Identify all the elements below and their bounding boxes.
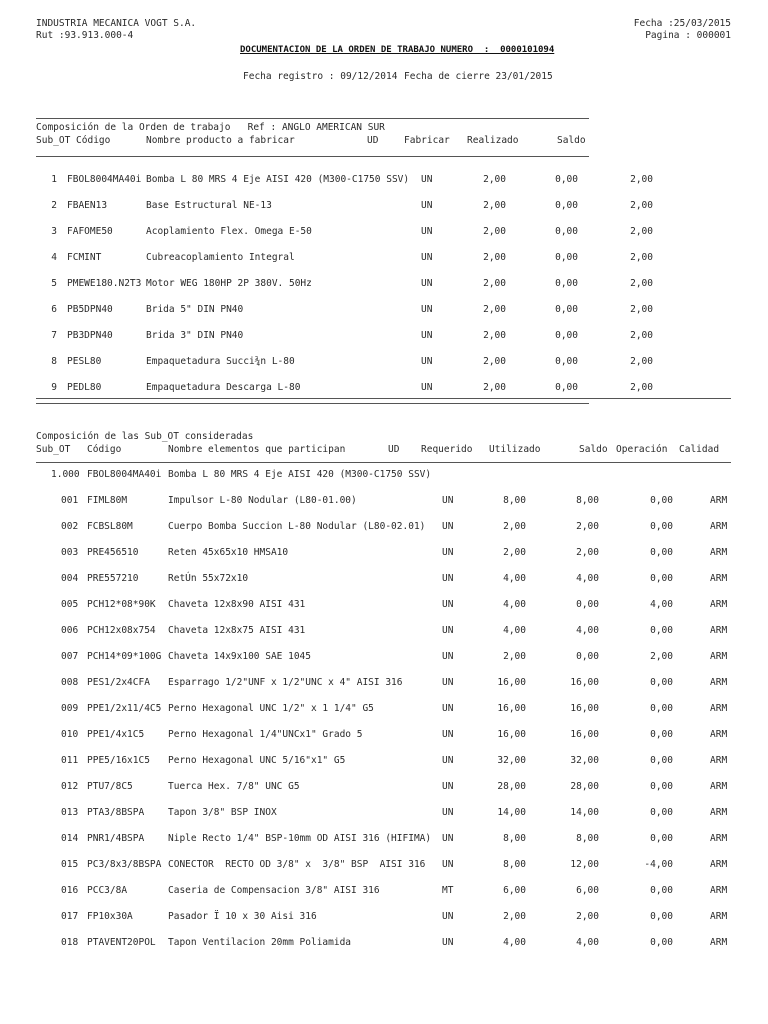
row-utilizado: 2,00 xyxy=(576,911,599,922)
row-codigo: FAFOME50 xyxy=(67,226,113,237)
col-nombre: Nombre producto a fabricar xyxy=(146,135,295,146)
row-codigo: PESL80 xyxy=(67,356,102,367)
row-codigo: PCC3/8A xyxy=(87,885,128,896)
row-subot: 004 xyxy=(61,573,79,584)
row-nombre: CONECTOR RECTO OD 3/8" x 3/8" BSP AISI 316 xyxy=(168,859,426,870)
col-saldo2: Saldo xyxy=(579,444,608,455)
row-subot: 006 xyxy=(61,625,79,636)
row-ud: UN xyxy=(442,781,454,792)
row-nombre: Acoplamiento Flex. Omega E-50 xyxy=(146,226,312,237)
row-utilizado: 2,00 xyxy=(576,547,599,558)
row-utilizado: 8,00 xyxy=(576,495,599,506)
row-subot: 002 xyxy=(61,521,79,532)
row-calidad: ARM xyxy=(710,781,728,792)
row-fabricar: 2,00 xyxy=(483,174,506,185)
row-subot: 008 xyxy=(61,677,79,688)
col-saldo: Saldo xyxy=(557,135,586,146)
row-calidad: ARM xyxy=(710,833,728,844)
row-nombre: RetÚn 55x72x10 xyxy=(168,573,249,584)
row-ud: UN xyxy=(442,495,454,506)
company-name: INDUSTRIA MECANICA VOGT S.A. xyxy=(36,18,197,29)
row-saldo: 2,00 xyxy=(650,651,673,662)
row-saldo: 0,00 xyxy=(650,729,673,740)
row-codigo: FBAEN13 xyxy=(67,200,108,211)
row-subot: 003 xyxy=(61,547,79,558)
row-subot: 001 xyxy=(61,495,79,506)
row-utilizado: 0,00 xyxy=(576,599,599,610)
registration-date: Fecha registro : 09/12/2014 xyxy=(243,71,398,82)
row-utilizado: 0,00 xyxy=(576,651,599,662)
row-nombre: Cuerpo Bomba Succion L-80 Nodular (L80-02.01) xyxy=(168,521,426,532)
row-saldo: 0,00 xyxy=(650,755,673,766)
row-fabricar: 2,00 xyxy=(483,226,506,237)
row-calidad: ARM xyxy=(710,599,728,610)
row-requerido: 16,00 xyxy=(497,703,526,714)
row-subot: 018 xyxy=(61,937,79,948)
row-saldo: 0,00 xyxy=(650,573,673,584)
row-requerido: 14,00 xyxy=(497,807,526,818)
report-date: Fecha :25/03/2015 xyxy=(633,18,731,29)
row-codigo: PB3DPN40 xyxy=(67,330,113,341)
row-realizado: 0,00 xyxy=(555,200,578,211)
row-requerido: 16,00 xyxy=(497,729,526,740)
row-ud: UN xyxy=(442,599,454,610)
row-codigo: PTU7/8C5 xyxy=(87,781,133,792)
divider xyxy=(36,156,589,157)
row-saldo: 0,00 xyxy=(650,625,673,636)
row-nombre: Chaveta 12x8x90 AISI 431 xyxy=(168,599,306,610)
row-codigo: PEDL80 xyxy=(67,382,102,393)
group-codigo: FBOL8004MA40i xyxy=(87,469,162,480)
row-calidad: ARM xyxy=(710,937,728,948)
row-codigo: PNR1/4BSPA xyxy=(87,833,145,844)
row-requerido: 2,00 xyxy=(503,911,526,922)
row-saldo: 2,00 xyxy=(630,304,653,315)
row-realizado: 0,00 xyxy=(555,226,578,237)
row-utilizado: 4,00 xyxy=(576,625,599,636)
row-ud: UN xyxy=(421,356,433,367)
row-nombre: Empaquetadura Succi¾n L-80 xyxy=(146,356,295,367)
row-utilizado: 2,00 xyxy=(576,521,599,532)
row-nombre: Pasador Ï 10 x 30 Aisi 316 xyxy=(168,911,317,922)
row-fabricar: 2,00 xyxy=(483,304,506,315)
row-nombre: Tuerca Hex. 7/8" UNC G5 xyxy=(168,781,300,792)
row-utilizado: 28,00 xyxy=(570,781,599,792)
row-realizado: 0,00 xyxy=(555,304,578,315)
row-ud: UN xyxy=(442,807,454,818)
col-requerido: Requerido xyxy=(421,444,473,455)
row-ud: UN xyxy=(421,200,433,211)
row-realizado: 0,00 xyxy=(555,174,578,185)
col-ud: UD xyxy=(367,135,379,146)
row-requerido: 2,00 xyxy=(503,547,526,558)
row-requerido: 2,00 xyxy=(503,521,526,532)
row-ud: UN xyxy=(442,625,454,636)
row-realizado: 0,00 xyxy=(555,252,578,263)
row-requerido: 8,00 xyxy=(503,859,526,870)
row-fabricar: 2,00 xyxy=(483,200,506,211)
col-nombre-elementos: Nombre elementos que participan xyxy=(168,444,346,455)
row-ud: UN xyxy=(442,573,454,584)
col-codigo: Código xyxy=(87,444,122,455)
row-requerido: 32,00 xyxy=(497,755,526,766)
row-saldo: 0,00 xyxy=(650,937,673,948)
row-nombre: Niple Recto 1/4" BSP-10mm OD AISI 316 (HIFIMA) xyxy=(168,833,432,844)
row-codigo: PCH12x08x754 xyxy=(87,625,156,636)
row-realizado: 0,00 xyxy=(555,356,578,367)
row-calidad: ARM xyxy=(710,807,728,818)
row-saldo: 0,00 xyxy=(650,495,673,506)
row-number: 8 xyxy=(51,356,57,367)
row-number: 7 xyxy=(51,330,57,341)
row-nombre: Brida 5" DIN PN40 xyxy=(146,304,244,315)
row-utilizado: 16,00 xyxy=(570,703,599,714)
col-subot-codigo: Sub_OT Código xyxy=(36,135,111,146)
row-requerido: 6,00 xyxy=(503,885,526,896)
row-codigo: PC3/8x3/8BSPA xyxy=(87,859,162,870)
row-saldo: 0,00 xyxy=(650,521,673,532)
row-codigo: PCH14*09*100G xyxy=(87,651,162,662)
row-requerido: 8,00 xyxy=(503,833,526,844)
row-fabricar: 2,00 xyxy=(483,330,506,341)
row-realizado: 0,00 xyxy=(555,278,578,289)
divider xyxy=(36,118,589,119)
row-ud: UN xyxy=(442,547,454,558)
row-utilizado: 14,00 xyxy=(570,807,599,818)
divider xyxy=(36,403,589,404)
row-codigo: PPE1/4x1C5 xyxy=(87,729,145,740)
row-ud: UN xyxy=(442,911,454,922)
group-nombre: Bomba L 80 MRS 4 Eje AISI 420 (M300-C1750 SSV) xyxy=(168,469,432,480)
divider xyxy=(36,398,731,399)
row-saldo: 2,00 xyxy=(630,330,653,341)
row-saldo: 0,00 xyxy=(650,677,673,688)
row-codigo: PES1/2x4CFA xyxy=(87,677,150,688)
row-ud: UN xyxy=(421,278,433,289)
row-calidad: ARM xyxy=(710,885,728,896)
row-saldo: 0,00 xyxy=(650,911,673,922)
row-calidad: ARM xyxy=(710,495,728,506)
row-saldo: 0,00 xyxy=(650,807,673,818)
row-nombre: Impulsor L-80 Nodular (L80-01.00) xyxy=(168,495,357,506)
row-nombre: Chaveta 14x9x100 SAE 1045 xyxy=(168,651,311,662)
row-nombre: Cubreacoplamiento Integral xyxy=(146,252,295,263)
row-nombre: Empaquetadura Descarga L-80 xyxy=(146,382,301,393)
row-subot: 014 xyxy=(61,833,79,844)
row-calidad: ARM xyxy=(710,547,728,558)
row-saldo: 2,00 xyxy=(630,200,653,211)
col-operacion: Operación xyxy=(616,444,668,455)
row-subot: 016 xyxy=(61,885,79,896)
row-ud: UN xyxy=(442,651,454,662)
row-codigo: FBOL8004MA40i xyxy=(67,174,142,185)
row-saldo: 2,00 xyxy=(630,356,653,367)
row-nombre: Esparrago 1/2"UNF x 1/2"UNC x 4" AISI 316 xyxy=(168,677,403,688)
row-saldo: 0,00 xyxy=(650,885,673,896)
row-requerido: 4,00 xyxy=(503,625,526,636)
row-ud: UN xyxy=(421,252,433,263)
row-ud: UN xyxy=(442,859,454,870)
row-nombre: Reten 45x65x10 HMSA10 xyxy=(168,547,289,558)
row-ud: UN xyxy=(421,304,433,315)
row-ud: UN xyxy=(442,833,454,844)
row-ud: UN xyxy=(442,937,454,948)
col-calidad: Calidad xyxy=(679,444,720,455)
row-ud: UN xyxy=(442,729,454,740)
row-requerido: 4,00 xyxy=(503,573,526,584)
row-requerido: 28,00 xyxy=(497,781,526,792)
col-subot: Sub_OT xyxy=(36,444,71,455)
row-ud: UN xyxy=(442,703,454,714)
row-realizado: 0,00 xyxy=(555,382,578,393)
row-nombre: Base Estructural NE-13 xyxy=(146,200,272,211)
row-codigo: PRE456510 xyxy=(87,547,139,558)
row-nombre: Chaveta 12x8x75 AISI 431 xyxy=(168,625,306,636)
row-calidad: ARM xyxy=(710,911,728,922)
group-subot: 1.000 xyxy=(51,469,80,480)
row-codigo: PRE557210 xyxy=(87,573,139,584)
row-nombre: Bomba L 80 MRS 4 Eje AISI 420 (M300-C1750 SSV) xyxy=(146,174,410,185)
row-fabricar: 2,00 xyxy=(483,252,506,263)
row-codigo: PPE1/2x11/4C5 xyxy=(87,703,162,714)
row-fabricar: 2,00 xyxy=(483,382,506,393)
row-saldo: 2,00 xyxy=(630,174,653,185)
row-codigo: FCMINT xyxy=(67,252,102,263)
row-calidad: ARM xyxy=(710,755,728,766)
row-number: 6 xyxy=(51,304,57,315)
row-requerido: 16,00 xyxy=(497,677,526,688)
row-calidad: ARM xyxy=(710,521,728,532)
row-subot: 013 xyxy=(61,807,79,818)
row-subot: 015 xyxy=(61,859,79,870)
row-utilizado: 4,00 xyxy=(576,573,599,584)
company-rut: Rut :93.913.000-4 xyxy=(36,30,134,41)
row-codigo: PCH12*08*90K xyxy=(87,599,156,610)
row-saldo: 2,00 xyxy=(630,278,653,289)
row-fabricar: 2,00 xyxy=(483,356,506,367)
row-utilizado: 32,00 xyxy=(570,755,599,766)
row-codigo: FCBSL80M xyxy=(87,521,133,532)
row-utilizado: 6,00 xyxy=(576,885,599,896)
page-number: Pagina : 000001 xyxy=(645,30,731,41)
col-realizado: Realizado xyxy=(467,135,519,146)
row-saldo: 0,00 xyxy=(650,703,673,714)
row-ud: UN xyxy=(421,382,433,393)
row-subot: 012 xyxy=(61,781,79,792)
row-utilizado: 4,00 xyxy=(576,937,599,948)
row-subot: 009 xyxy=(61,703,79,714)
closing-date: Fecha de cierre 23/01/2015 xyxy=(404,71,553,82)
col-ud2: UD xyxy=(388,444,400,455)
row-saldo: 4,00 xyxy=(650,599,673,610)
row-calidad: ARM xyxy=(710,625,728,636)
col-utilizado: Utilizado xyxy=(489,444,541,455)
col-fabricar: Fabricar xyxy=(404,135,450,146)
row-nombre: Tapon 3/8" BSP INOX xyxy=(168,807,277,818)
document-title: DOCUMENTACION DE LA ORDEN DE TRABAJO NUMERO : 0000101094 xyxy=(240,45,555,55)
row-requerido: 8,00 xyxy=(503,495,526,506)
row-saldo: 2,00 xyxy=(630,226,653,237)
row-codigo: FP10x30A xyxy=(87,911,133,922)
row-subot: 010 xyxy=(61,729,79,740)
row-utilizado: 12,00 xyxy=(570,859,599,870)
row-saldo: 0,00 xyxy=(650,781,673,792)
row-nombre: Tapon Ventilacion 20mm Poliamida xyxy=(168,937,352,948)
row-subot: 011 xyxy=(61,755,79,766)
row-nombre: Motor WEG 180HP 2P 380V. 50Hz xyxy=(146,278,312,289)
row-subot: 017 xyxy=(61,911,79,922)
row-number: 5 xyxy=(51,278,57,289)
row-number: 2 xyxy=(51,200,57,211)
row-number: 1 xyxy=(51,174,57,185)
section2-title: Composición de las Sub_OT consideradas xyxy=(36,431,254,442)
row-calidad: ARM xyxy=(710,651,728,662)
row-realizado: 0,00 xyxy=(555,330,578,341)
row-ud: UN xyxy=(442,755,454,766)
row-nombre: Caseria de Compensacion 3/8" AISI 316 xyxy=(168,885,380,896)
row-calidad: ARM xyxy=(710,729,728,740)
row-requerido: 4,00 xyxy=(503,599,526,610)
row-nombre: Perno Hexagonal UNC 1/2" x 1 1/4" G5 xyxy=(168,703,374,714)
row-subot: 005 xyxy=(61,599,79,610)
row-fabricar: 2,00 xyxy=(483,278,506,289)
row-calidad: ARM xyxy=(710,859,728,870)
row-saldo: 0,00 xyxy=(650,833,673,844)
row-requerido: 2,00 xyxy=(503,651,526,662)
row-ud: UN xyxy=(421,330,433,341)
row-number: 9 xyxy=(51,382,57,393)
divider xyxy=(36,462,731,463)
row-calidad: ARM xyxy=(710,677,728,688)
row-requerido: 4,00 xyxy=(503,937,526,948)
row-utilizado: 16,00 xyxy=(570,729,599,740)
row-saldo: -4,00 xyxy=(644,859,673,870)
row-utilizado: 16,00 xyxy=(570,677,599,688)
row-nombre: Perno Hexagonal UNC 5/16"x1" G5 xyxy=(168,755,346,766)
row-calidad: ARM xyxy=(710,703,728,714)
row-codigo: PB5DPN40 xyxy=(67,304,113,315)
row-ud: UN xyxy=(421,226,433,237)
row-codigo: PPE5/16x1C5 xyxy=(87,755,150,766)
section1-title: Composición de la Orden de trabajo Ref : ANGLO AMERICAN SUR xyxy=(36,122,385,133)
row-codigo: PMEWE180.N2T3 xyxy=(67,278,142,289)
row-ud: UN xyxy=(442,677,454,688)
row-ud: MT xyxy=(442,885,454,896)
row-nombre: Brida 3" DIN PN40 xyxy=(146,330,244,341)
row-codigo: FIML80M xyxy=(87,495,128,506)
row-codigo: PTAVENT20POL xyxy=(87,937,156,948)
row-saldo: 2,00 xyxy=(630,382,653,393)
row-saldo: 2,00 xyxy=(630,252,653,263)
row-number: 4 xyxy=(51,252,57,263)
row-ud: UN xyxy=(421,174,433,185)
row-subot: 007 xyxy=(61,651,79,662)
row-saldo: 0,00 xyxy=(650,547,673,558)
row-nombre: Perno Hexagonal 1/4"UNCx1" Grado 5 xyxy=(168,729,363,740)
row-utilizado: 8,00 xyxy=(576,833,599,844)
row-codigo: PTA3/8BSPA xyxy=(87,807,145,818)
row-number: 3 xyxy=(51,226,57,237)
row-calidad: ARM xyxy=(710,573,728,584)
row-ud: UN xyxy=(442,521,454,532)
